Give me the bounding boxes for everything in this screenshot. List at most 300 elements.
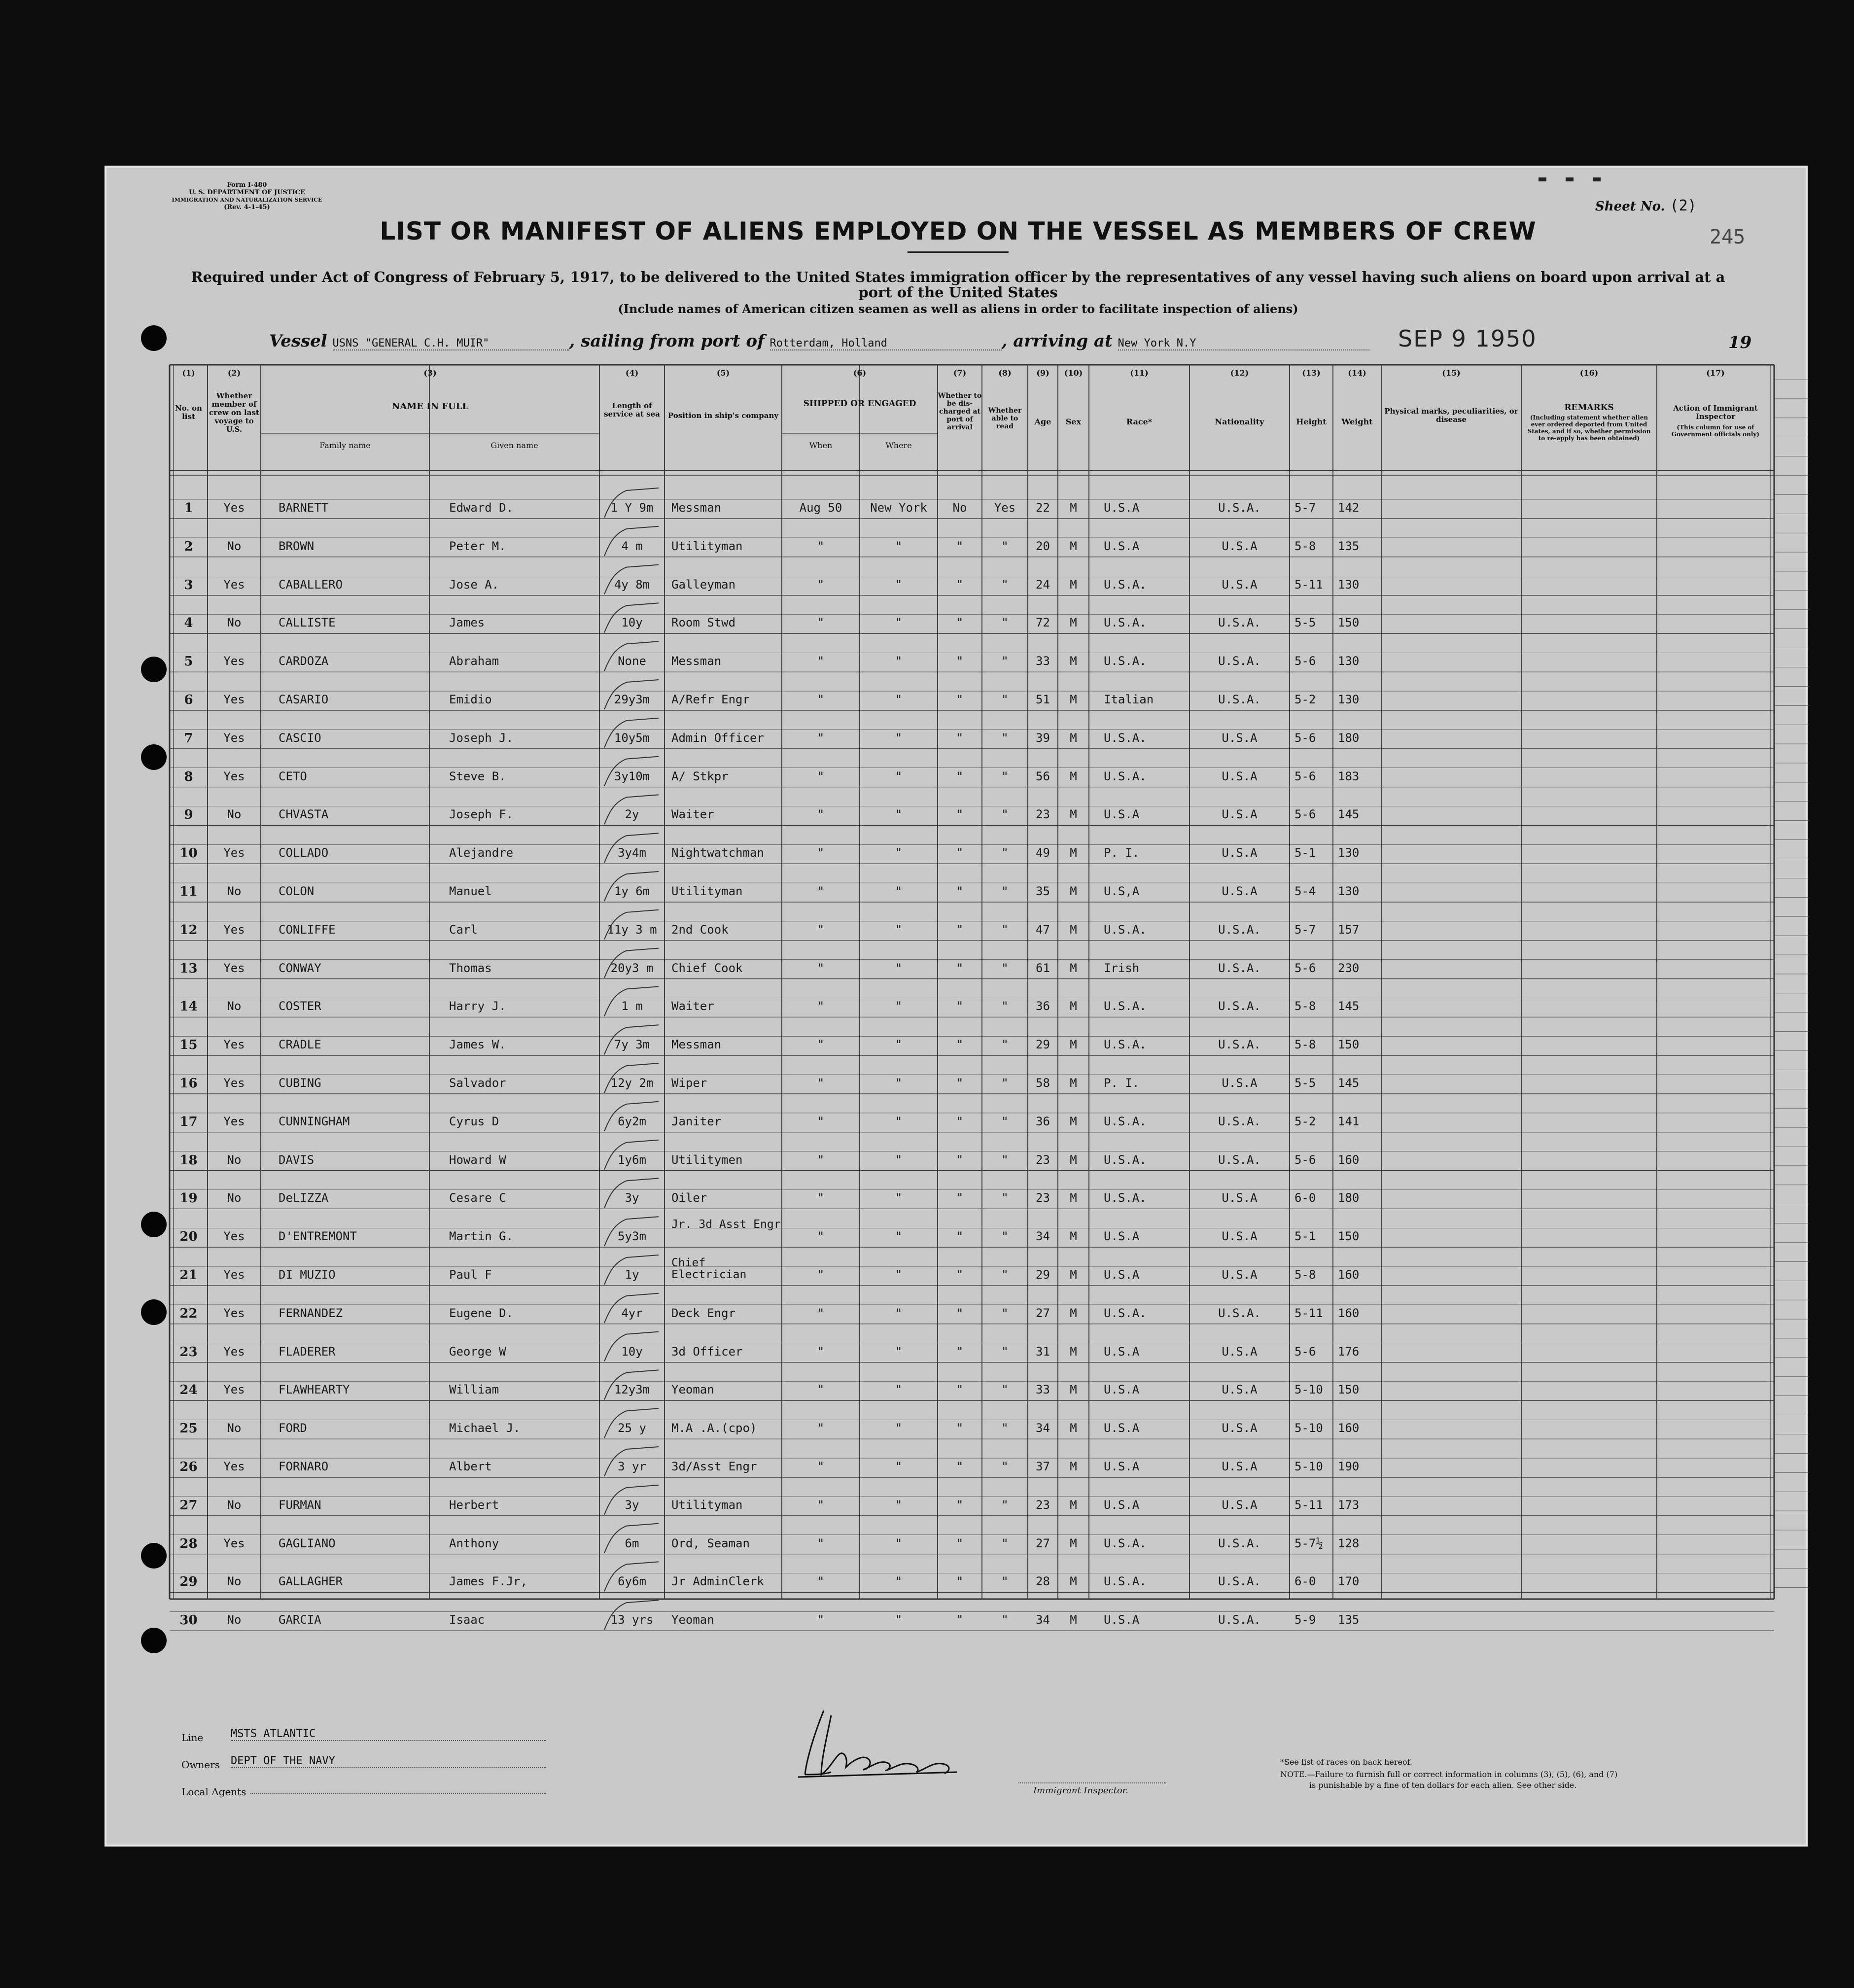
cell-weight: 190 [1338,1460,1360,1473]
cell-row-number: 10 [179,846,198,861]
cell-shipped-where: " [895,807,903,822]
header-col-12-number: (12) [1230,368,1249,378]
cell-row-number: 11 [179,884,198,899]
cell-position: Oiler [671,1191,707,1205]
cell-height: 5-10 [1294,1421,1323,1435]
cell-given-name: William [449,1383,499,1397]
cell-to-be-discharged: " [956,884,964,898]
cell-able-to-read: " [1001,1191,1009,1205]
cell-last-voyage: Yes [223,577,245,592]
cell-last-voyage: Yes [223,1268,245,1282]
cell-row-number: 6 [184,693,193,707]
cell-given-name: Peter M. [449,539,506,553]
cell-age: 28 [1036,1574,1050,1589]
cell-age: 37 [1036,1460,1050,1473]
cell-last-voyage: No [227,884,242,898]
cell-last-voyage: Yes [223,654,245,668]
cell-length-of-service: 1y6m [618,1152,646,1167]
cell-to-be-discharged: " [956,1460,964,1473]
cell-height: 5-11 [1294,1306,1323,1320]
arrival-date-stamp: SEP 9 1950 [1398,325,1537,352]
cell-last-voyage: No [227,1191,242,1205]
cell-length-of-service: None [618,654,646,668]
cell-age: 49 [1036,846,1050,860]
cell-row-number: 25 [179,1421,198,1436]
cell-shipped-where: " [895,1229,903,1244]
cell-weight: 183 [1338,769,1360,783]
cell-height: 5-8 [1294,539,1316,553]
cell-position: Janiter [671,1114,722,1128]
cell-family-name: COLON [279,884,315,898]
cell-given-name: Steve B. [449,769,506,783]
cell-given-name: Thomas [449,961,492,975]
form-revision: (Rev. 4-1-45) [224,204,270,211]
cell-able-to-read: " [1001,693,1009,706]
cell-height: 5-6 [1294,769,1316,783]
cell-row-number: 12 [179,922,198,938]
cell-shipped-where: " [895,1498,903,1512]
cell-able-to-read: " [1001,1268,1009,1282]
cell-family-name: D'ENTREMONT [279,1229,357,1244]
cell-height: 5-6 [1294,1152,1316,1167]
cell-weight: 160 [1338,1421,1360,1435]
cell-race: P. I. [1104,1076,1140,1090]
cell-row-number: 1 [184,501,193,516]
cell-last-voyage: Yes [223,1460,245,1473]
cell-age: 22 [1036,501,1050,515]
cell-last-voyage: No [227,1574,242,1589]
header-where: Where [885,441,912,450]
cell-weight: 160 [1338,1152,1360,1167]
cell-nationality: U.S.A [1222,807,1258,822]
cell-shipped-where: " [895,539,903,553]
cell-shipped-when: " [817,616,825,630]
cell-length-of-service: 1y 6m [614,884,650,898]
cell-length-of-service: 2y [625,807,639,822]
cell-race: U.S.A. [1104,731,1147,745]
cell-able-to-read: " [1001,1421,1009,1435]
cell-last-voyage: No [227,1421,242,1435]
cell-position: A/ Stkpr [671,769,729,783]
cell-race: U.S.A. [1104,922,1147,937]
cell-race: Italian [1104,693,1154,706]
cell-length-of-service: 3y4m [618,846,646,860]
cell-age: 31 [1036,1344,1050,1359]
cell-family-name: GAGLIANO [279,1536,336,1550]
cell-family-name: GARCIA [279,1613,321,1627]
cell-given-name: Martin G. [449,1229,514,1244]
cell-family-name: CUBING [279,1076,321,1090]
cell-to-be-discharged: " [956,1421,964,1435]
cell-length-of-service: 10y [621,616,643,630]
cell-sex: M [1070,1344,1077,1359]
cell-weight: 145 [1338,999,1360,1013]
cell-row-number: 15 [179,1038,198,1053]
cell-race: U.S.A [1104,539,1140,553]
cell-race: U.S.A [1104,1383,1140,1397]
cell-shipped-when: " [817,654,825,668]
cell-to-be-discharged: " [956,999,964,1013]
cell-sex: M [1070,539,1077,553]
cell-sex: M [1070,1268,1077,1282]
line-field [181,1728,316,1744]
cell-age: 33 [1036,1383,1050,1397]
cell-shipped-when: " [817,693,825,706]
cell-given-name: Albert [449,1460,492,1473]
cell-last-voyage: Yes [223,1076,245,1090]
cell-race: U.S.A [1104,1613,1140,1627]
cell-row-number: 14 [179,999,198,1014]
cell-age: 35 [1036,884,1050,898]
header-shipped-engaged: SHIPPED OR ENGAGED [803,399,916,409]
cell-height: 5-6 [1294,1344,1316,1359]
cell-sex: M [1070,999,1077,1013]
cell-position: Room Stwd [671,616,736,630]
cell-length-of-service: 7y 3m [614,1038,650,1052]
cell-row-number: 3 [184,577,193,593]
cell-position: Messman [671,501,722,515]
cell-position: Admin Officer [671,731,764,745]
cell-shipped-when: " [817,1574,825,1589]
header-col-14-number: (14) [1348,368,1366,378]
cell-shipped-where: " [895,999,903,1013]
cell-to-be-discharged: " [956,1536,964,1550]
cell-age: 29 [1036,1038,1050,1052]
cell-row-number: 9 [184,807,193,823]
penalty-note-line1: NOTE.—Failure to furnish full or correct information in columns (3), (5), (6), and (7) [1280,1770,1618,1779]
header-col-1-number: (1) [182,368,195,378]
cell-shipped-where: " [895,1460,903,1473]
cell-race: U.S.A [1104,1460,1140,1473]
cell-to-be-discharged: " [956,769,964,783]
cell-position: Messman [671,1038,722,1052]
cell-to-be-discharged: " [956,1498,964,1512]
cell-last-voyage: Yes [223,1344,245,1359]
punch-hole [141,325,167,351]
cell-weight: 130 [1338,846,1360,860]
cell-nationality: U.S.A. [1218,961,1261,975]
subtitle-line3: (Include names of American citizen seamen as well as aliens in order to facilitate inspection of aliens) [618,302,1298,316]
cell-last-voyage: No [227,999,242,1013]
cell-given-name: Emidio [449,693,492,706]
cell-to-be-discharged: " [956,1306,964,1320]
cell-shipped-when: " [817,1613,825,1627]
cell-shipped-where: " [895,1574,903,1589]
cell-race: U.S.A. [1104,616,1147,630]
cell-position: A/Refr Engr [671,693,750,706]
cell-age: 23 [1036,1152,1050,1167]
cell-to-be-discharged: " [956,1038,964,1052]
cell-family-name: FORNARO [279,1460,329,1473]
inspector-signature [794,1701,1016,1784]
cell-last-voyage: No [227,1498,242,1512]
cell-length-of-service: 13 yrs [610,1613,654,1627]
cell-nationality: U.S.A [1222,769,1258,783]
punch-hole [141,1543,167,1569]
cell-length-of-service: 12y3m [614,1383,650,1397]
cell-nationality: U.S.A. [1218,1306,1261,1320]
cell-shipped-where: " [895,884,903,898]
cell-family-name: CONWAY [279,961,321,975]
cell-shipped-where: " [895,1038,903,1052]
cell-shipped-when: " [817,1152,825,1167]
cell-last-voyage: Yes [223,961,245,975]
cell-shipped-where: " [895,1421,903,1435]
cell-shipped-where: " [895,731,903,745]
cell-age: 34 [1036,1421,1050,1435]
cell-position: Jr. 3d Asst Engr [671,1218,781,1231]
header-col-10-number: (10) [1064,368,1083,378]
cell-given-name: Michael J. [449,1421,521,1435]
cell-weight: 150 [1338,1038,1360,1052]
cell-last-voyage: Yes [223,501,245,515]
cell-to-be-discharged: " [956,693,964,706]
cell-sex: M [1070,1536,1077,1550]
cell-able-to-read: " [1001,616,1009,630]
cell-shipped-where: " [895,577,903,592]
cell-sex: M [1070,654,1077,668]
cell-family-name: DI MUZIO [279,1268,336,1282]
signature-graphic [794,1701,1016,1784]
header-col-13-number: (13) [1302,368,1321,378]
cell-sex: M [1070,1498,1077,1512]
sailing-port: Rotterdam, Holland [770,337,1002,350]
cell-given-name: Edward D. [449,501,514,515]
penalty-note-line2: is punishable by a fine of ten dollars for each alien. See other side. [1309,1780,1577,1790]
line-label: Line [181,1732,204,1744]
cell-shipped-when: " [817,1076,825,1090]
cell-shipped-where: " [895,961,903,975]
cell-weight: 130 [1338,693,1360,706]
cell-last-voyage: No [227,616,242,630]
cell-position: Galleyman [671,577,736,592]
cell-family-name: BARNETT [279,501,329,515]
sheet-number-value: (2) [1670,197,1697,214]
cell-shipped-when: " [817,769,825,783]
cell-weight: 180 [1338,731,1360,745]
cell-last-voyage: Yes [223,731,245,745]
cell-sex: M [1070,922,1077,937]
cell-position: Wiper [671,1076,707,1090]
cell-nationality: U.S.A. [1218,999,1261,1013]
cell-last-voyage: Yes [223,922,245,937]
cell-last-voyage: Yes [223,1383,245,1397]
cell-shipped-where: " [895,769,903,783]
cell-weight: 150 [1338,616,1360,630]
cell-to-be-discharged: " [956,922,964,937]
cell-shipped-when: " [817,1114,825,1128]
cell-position: M.A .A.(cpo) [671,1421,757,1435]
cell-given-name: Harry J. [449,999,506,1013]
cell-to-be-discharged: " [956,1114,964,1128]
cell-position: Yeoman [671,1383,714,1397]
cell-age: 27 [1036,1536,1050,1550]
cell-sex: M [1070,1191,1077,1205]
cell-row-number: 16 [179,1076,198,1091]
cell-length-of-service: 5y3m [618,1229,646,1244]
line-value: MSTS ATLANTIC [231,1728,546,1741]
cell-position: Deck Engr [671,1306,736,1320]
cell-sex: M [1070,501,1077,515]
cell-length-of-service: 1y [625,1268,639,1282]
cell-weight: 160 [1338,1268,1360,1282]
sailing-label: , sailing from port of [569,331,765,351]
cell-to-be-discharged: " [956,539,964,553]
cell-given-name: James W. [449,1038,506,1052]
cell-nationality: U.S.A [1222,1344,1258,1359]
cell-to-be-discharged: " [956,1229,964,1244]
cell-nationality: U.S.A [1222,731,1258,745]
cell-age: 72 [1036,616,1050,630]
header-physical-marks: Physical marks, peculiarities, or disease [1384,407,1518,424]
cell-to-be-discharged: " [956,1383,964,1397]
punch-hole [141,1299,167,1325]
cell-weight: 135 [1338,1613,1360,1627]
header-discharged: Whether to be dis-charged at port of arrival [938,392,982,431]
cell-weight: 145 [1338,1076,1360,1090]
cell-weight: 130 [1338,654,1360,668]
cell-shipped-when: " [817,577,825,592]
cell-shipped-where: " [895,1383,903,1397]
cell-race: U.S.A. [1104,1038,1147,1052]
cell-nationality: U.S.A [1222,884,1258,898]
cell-given-name: Anthony [449,1536,499,1550]
cell-family-name: CUNNINGHAM [279,1114,350,1128]
cell-given-name: Joseph J. [449,731,514,745]
cell-height: 5-2 [1294,693,1316,706]
cell-family-name: FURMAN [279,1498,321,1512]
cell-nationality: U.S.A [1222,1383,1258,1397]
cell-given-name: Cesare C [449,1191,506,1205]
cell-able-to-read: " [1001,961,1009,975]
cell-last-voyage: Yes [223,1306,245,1320]
cell-to-be-discharged: " [956,961,964,975]
cell-to-be-discharged: " [956,846,964,860]
header-length-of-service: Length of service at sea [604,401,660,419]
cell-last-voyage: Yes [223,1229,245,1244]
header-col-6-number: (6) [853,368,867,378]
cell-shipped-when: " [817,1229,825,1244]
cell-shipped-where: " [895,1613,903,1627]
header-position: Position in ship's company [667,411,779,420]
cell-sex: M [1070,577,1077,592]
header-family-name: Family name [319,441,371,450]
cell-row-number: 26 [179,1460,198,1474]
cell-family-name: BROWN [279,539,315,553]
cell-sex: M [1070,1076,1077,1090]
cell-length-of-service: 25 y [618,1421,646,1435]
header-name-in-full: NAME IN FULL [391,401,469,412]
cell-family-name: FORD [279,1421,307,1435]
cell-last-voyage: No [227,1152,242,1167]
cell-able-to-read: " [1001,1229,1009,1244]
cell-to-be-discharged: " [956,1268,964,1282]
cell-race: U.S,A [1104,884,1140,898]
cell-length-of-service: 29y3m [614,693,650,706]
cell-sex: M [1070,1421,1077,1435]
cell-given-name: Herbert [449,1498,499,1512]
subtitle-line1: Required under Act of Congress of February 5, 1917, to be delivered to the United States immigration officer by the representatives of any vessel having such aliens on board upon arrival at a [191,269,1725,285]
header-last-voyage: Whether member of crew on last voyage to U.S. [209,391,259,434]
service-name: IMMIGRATION AND NATURALIZATION SERVICE [172,197,322,203]
cell-shipped-where: " [895,1076,903,1090]
cell-race: U.S.A [1104,1268,1140,1282]
cell-last-voyage: Yes [223,1114,245,1128]
cell-shipped-where: " [895,1114,903,1128]
cell-sex: M [1070,616,1077,630]
cell-nationality: U.S.A. [1218,654,1261,668]
cell-shipped-when: " [817,1460,825,1473]
cell-able-to-read: " [1001,539,1009,553]
cell-length-of-service: 3 yr [618,1460,646,1473]
cell-nationality: U.S.A [1222,1191,1258,1205]
year-label: 19 [1728,333,1752,352]
cell-height: 5-1 [1294,846,1316,860]
cell-family-name: CASCIO [279,731,321,745]
cell-race: U.S.A. [1104,1114,1147,1128]
cell-shipped-where: " [895,846,903,860]
cell-able-to-read: " [1001,1344,1009,1359]
cell-shipped-where: " [895,693,903,706]
cell-race: U.S.A. [1104,1191,1147,1205]
cell-row-number: 27 [179,1498,198,1513]
cell-height: 5-6 [1294,731,1316,745]
cell-nationality: U.S.A [1222,1076,1258,1090]
header-race: Race* [1126,417,1153,426]
cell-row-number: 2 [184,539,193,554]
cell-height: 5-10 [1294,1383,1323,1397]
cell-row-number: 29 [179,1574,198,1590]
vessel-label: Vessel [269,331,327,351]
cell-weight: 150 [1338,1229,1360,1244]
cell-race: U.S.A. [1104,1306,1147,1320]
cell-race: Irish [1104,961,1140,975]
cell-shipped-when: " [817,1536,825,1550]
cell-race: U.S.A. [1104,654,1147,668]
cell-shipped-when: " [817,1344,825,1359]
cell-shipped-when: " [817,846,825,860]
cell-height: 5-2 [1294,1114,1316,1128]
cell-sex: M [1070,1306,1077,1320]
cell-weight: 160 [1338,1306,1360,1320]
cell-nationality: U.S.A. [1218,1114,1261,1128]
header-col-3-number: (3) [423,368,437,378]
cell-position: Jr AdminClerk [671,1574,764,1589]
cell-family-name: CABALLERO [279,577,343,592]
cell-age: 23 [1036,1191,1050,1205]
header-no-on-list: No. on list [175,404,202,421]
cell-able-to-read: " [1001,1076,1009,1090]
cell-height: 6-0 [1294,1574,1316,1589]
cell-height: 6-0 [1294,1191,1316,1205]
cell-shipped-when: " [817,1498,825,1512]
cell-able-to-read: " [1001,1306,1009,1320]
page-title: LIST OR MANIFEST OF ALIENS EMPLOYED ON THE VESSEL AS MEMBERS OF CREW [380,217,1537,245]
cell-shipped-where: " [895,1306,903,1320]
cell-position: Utilityman [671,1498,743,1512]
cell-height: 5-9 [1294,1613,1316,1627]
cell-given-name: Eugene D. [449,1306,514,1320]
cell-shipped-when: " [817,922,825,937]
cell-able-to-read: " [1001,1038,1009,1052]
cell-family-name: CONLIFFE [279,922,336,937]
cell-age: 58 [1036,1076,1050,1090]
cell-able-to-read: " [1001,1613,1009,1627]
cell-able-to-read: " [1001,1498,1009,1512]
cell-height: 5-8 [1294,1268,1316,1282]
owners-label: Owners [181,1759,220,1771]
races-footnote: *See list of races on back hereof. [1280,1757,1413,1767]
